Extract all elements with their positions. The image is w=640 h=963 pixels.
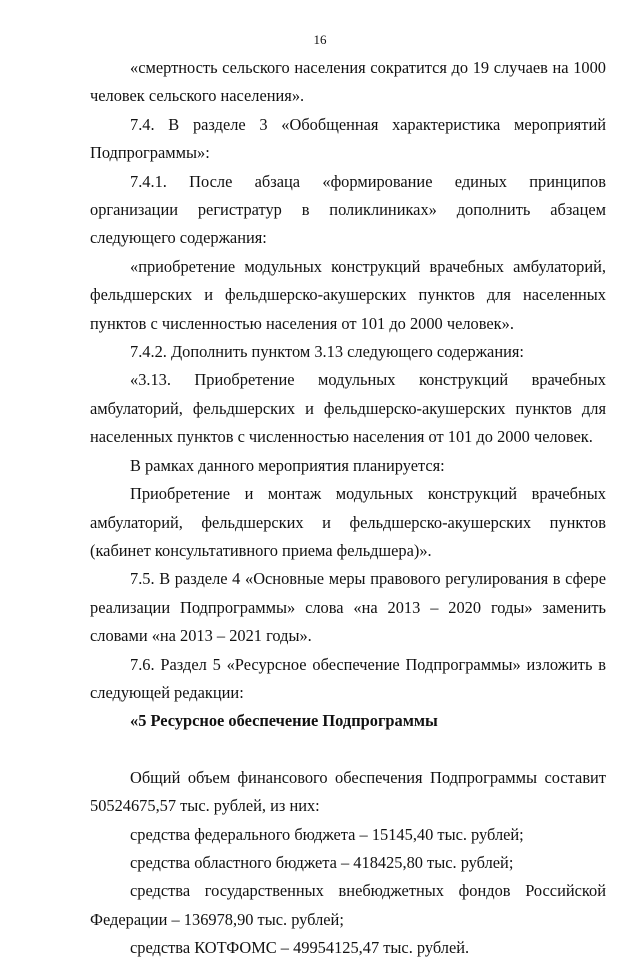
funding-paragraph: средства федерального бюджета – 15145,40 тыс. рублей; [130,824,524,844]
paragraph: «3.13. Приобретение модульных конструкций врачебных амбулаторий, фельдшерских и фельдшерско-акушерских пунктов для населенных пунктов с численностью населения от 101 до 2000 человек. [90,370,606,447]
paragraph: 7.5. В разделе 4 «Основные меры правового регулирования в сфере реализации Подпрограммы» слова «на 2013 – 2020 годы» заменить словами «на 2013 – 2021 годы». [90,569,606,646]
section-heading: «5 Ресурсное обеспечение Подпрограммы [130,711,438,731]
funding-paragraph: средства областного бюджета – 418425,80 тыс. рублей; [130,852,514,872]
paragraph: 7.6. Раздел 5 «Ресурсное обеспечение Подпрограммы» изложить в следующей редакции: [90,654,606,702]
paragraph: В рамках данного мероприятия планируется: [130,455,445,475]
document-body [90,54,606,963]
paragraph: Приобретение и монтаж модульных конструкций врачебных амбулаторий, фельдшерских и фельдшерско-акушерских пунктов (кабинет консультативного приема фельдшера)». [90,484,606,560]
paragraph: «приобретение модульных конструкций врачебных амбулаторий, фельдшерских и фельдшерско-акушерских пунктов для населенных пунктов с численностью населения от 101 до 2000 человек». [90,256,606,333]
funding-paragraph: средства КОТФОМС – 49954125,47 тыс. рублей. [130,938,470,958]
paragraph: 7.4.1. После абзаца «формирование единых принципов организации регистратур в поликлиниках» дополнить абзацем следующего содержания: [90,171,606,248]
paragraph: «смертность сельского населения сократится до 19 случаев на 1000 человек сельского населения». [90,58,606,106]
spacer [90,736,606,764]
funding-paragraph: Общий объем финансового обеспечения Подпрограммы составит 50524675,57 тыс. рублей, из них: [90,767,606,816]
funding-paragraph: средства государственных внебюджетных фондов Российской Федерации – 136978,90 тыс. рублей; [90,881,606,929]
paragraph: 7.4. В разделе 3 «Обобщенная характеристика мероприятий Подпрограммы»: [90,114,606,163]
page-number: 16 [313,32,327,47]
paragraph: 7.4.2. Дополнить пунктом 3.13 следующего содержания: [130,342,524,362]
